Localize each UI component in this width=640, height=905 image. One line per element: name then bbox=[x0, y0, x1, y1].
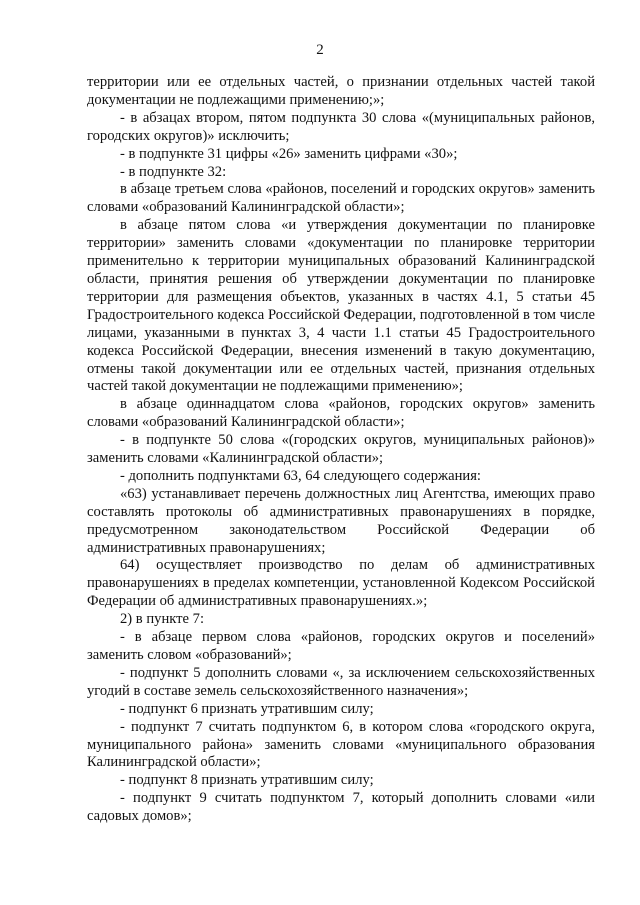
paragraph: - подпункт 9 считать подпунктом 7, который дополнить словами «или садовых домов»; bbox=[87, 790, 595, 825]
document-body bbox=[87, 74, 595, 826]
paragraph: 2) в пункте 7: bbox=[120, 611, 205, 628]
paragraph: - подпункт 5 дополнить словами «, за исключением сельскохозяйственных угодий в составе земель сельскохозяйственного назначения»; bbox=[87, 664, 595, 699]
paragraph: - дополнить подпунктами 63, 64 следующего содержания: bbox=[120, 467, 481, 484]
paragraph: - в подпункте 31 цифры «26» заменить цифрами «30»; bbox=[120, 145, 458, 162]
paragraph: - в абзаце первом слова «районов, городских округов и поселений» заменить словом «образований»; bbox=[87, 629, 595, 663]
page-number: 2 bbox=[316, 42, 324, 58]
paragraph: - подпункт 7 считать подпунктом 6, в котором слова «городского округа, муниципального района» заменить словами «муниципального образования Калининградской области»; bbox=[87, 718, 595, 771]
paragraph: в абзаце третьем слова «районов, поселений и городских округов» заменить словами «образований Калининградской области»; bbox=[87, 181, 595, 216]
paragraph: - подпункт 8 признать утратившим силу; bbox=[120, 772, 374, 789]
paragraph: 64) осуществляет производство по делам об административных правонарушениях в пределах компетенции, установленной Кодексом Российской Федерации об административных правонарушениях.»; bbox=[87, 557, 595, 610]
paragraph: - подпункт 6 признать утратившим силу; bbox=[120, 700, 374, 717]
paragraph: в абзаце одиннадцатом слова «районов, городских округов» заменить словами «образований Калининградской области»; bbox=[87, 396, 595, 431]
paragraph: - в подпункте 32: bbox=[120, 163, 227, 180]
paragraph: «63) устанавливает перечень должностных лиц Агентства, имеющих право составлять протоколы об административных правонарушениях в порядке, предусмотренном законодательством Российской Федерации об административных правонарушениях; bbox=[87, 485, 595, 556]
paragraph: территории или ее отдельных частей, о признании отдельных частей такой документации не подлежащими применению;»; bbox=[87, 74, 595, 108]
paragraph: в абзаце пятом слова «и утверждения документации по планировке территории» заменить словами «документации по планировке территории применительно к территории муниципальных образований Калининградской области, принятия решения об утверждении документации по планировке территории для размещения объектов, указанных в частях 4.1, 5 статьи 45 Градостроительного кодекса Российской Федерации, подготовленной в том числе лицами, указанными в пунктах 3, 4 части 1.1 статьи 45 Градостроительного кодекса Российской Федерации, внесения изменений в такую документацию, отмены такой документации или ее отдельных частей, признания отдельных частей такой документации не подлежащими применению»; bbox=[87, 217, 595, 395]
paragraph: - в подпункте 50 слова «(городских округов, муниципальных районов)» заменить словами «Калининградской области»; bbox=[87, 432, 595, 467]
paragraph: - в абзацах втором, пятом подпункта 30 слова «(муниципальных районов, городских округов)» исключить; bbox=[87, 109, 595, 144]
